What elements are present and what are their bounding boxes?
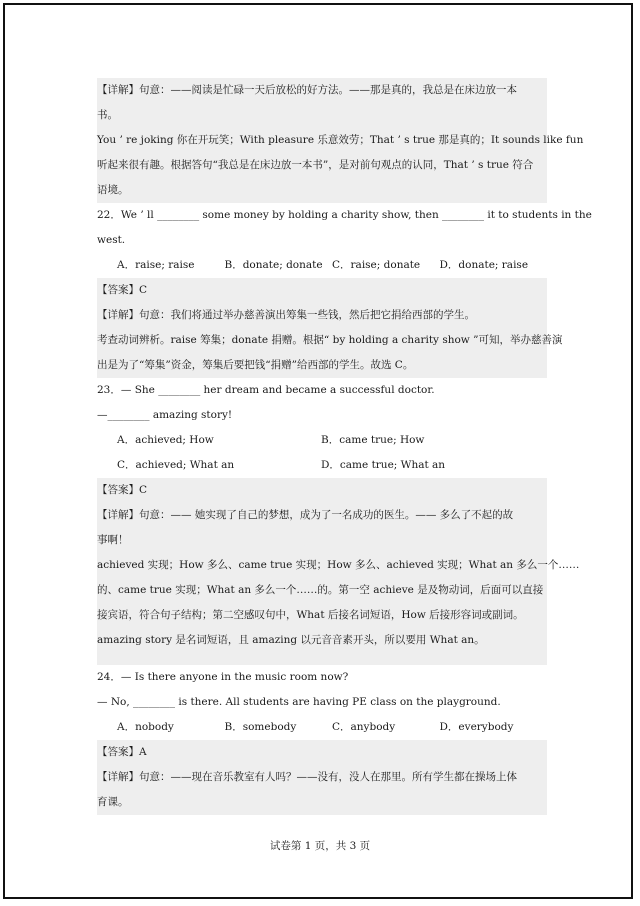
question-23 (97, 378, 580, 665)
text-line: 的、came true 实现；What an 多么一个……的。第一空 achieve 是及物动词，后面可以直接 (97, 584, 544, 596)
text-line: 出是为了“筹集”资金，筹集后要把钱“捐赠”给西部的学生。故选 C。 (97, 359, 414, 371)
text-line: 【详解】句意：我们将通过举办慈善演出筹集一些钱，然后把它捐给西部的学生。 (97, 309, 475, 321)
question-stem: 24．— Is there anyone in the music room now? (97, 671, 349, 683)
text-line: amazing story 是名词短语，且 amazing 以元音音素开头，所以要用 What an。 (97, 634, 485, 646)
option-d: D．came true; What an (321, 459, 446, 471)
q24-answer-block (97, 740, 547, 815)
question-stem: west. (97, 234, 126, 246)
question-stem: — No, ________ is there. All students are having PE class on the playground. (97, 696, 501, 708)
question-stem: 23．— She ________ her dream and became a successful doctor. (97, 384, 435, 396)
text-line: 接宾语，符合句子结构；第二空感叹句中，What 后接名词短语，How 后接形容词或副词。 (97, 609, 524, 621)
option-d: D．donate; raise (439, 259, 529, 271)
option-b: B．somebody (224, 721, 297, 733)
q22-answer-block (97, 278, 563, 378)
q23-answer-block (97, 478, 580, 665)
option-a: A．nobody (117, 721, 174, 733)
option-a: A．raise; raise (117, 259, 195, 271)
option-a: A．achieved; How (117, 434, 214, 446)
option-b: B．donate; donate (224, 259, 323, 271)
text-line: 【详解】句意：—— 她实现了自己的梦想，成为了一名成功的医生。—— 多么了不起的故 (97, 509, 514, 521)
text-line: achieved 实现；How 多么、came true 实现；How 多么、achieved 实现；What an 多么一个…… (97, 559, 580, 571)
answer: 【答案】A (97, 746, 147, 758)
document-body (97, 78, 592, 815)
option-c: C．anybody (332, 721, 396, 733)
options-row (97, 428, 547, 453)
answer: 【答案】C (97, 484, 148, 496)
option-d: D．everybody (439, 721, 514, 733)
text-line: 听起来很有趣。根据答句“我总是在床边放一本书”，是对前句观点的认同，That ’ s true 符合 (97, 159, 534, 171)
q21-explanation (97, 78, 584, 203)
option-c: C．raise; donate (332, 259, 421, 271)
text-line: 语境。 (97, 184, 129, 196)
question-22 (97, 203, 592, 378)
text-line: 【详解】句意：——阅读是忙碌一天后放松的好方法。——那是真的，我总是在床边放一本 (97, 84, 517, 96)
text-line: You ’ re joking 你在开玩笑；With pleasure 乐意效劳；That ’ s true 那是真的；It sounds like fun (97, 134, 584, 146)
answer: 【答案】C (97, 284, 148, 296)
question-24 (97, 665, 547, 815)
option-b: B．came true; How (321, 434, 425, 446)
text-line: 考查动词辨析。raise 筹集；donate 捐赠。根据“ by holding a charity show ”可知，举办慈善演 (97, 334, 563, 346)
text-line: 【详解】句意：——现在音乐教室有人吗？——没有，没人在那里。所有学生都在操场上体 (97, 771, 517, 783)
options-row (97, 253, 547, 278)
question-stem: 22．We ’ ll ________ some money by holding a charity show, then ________ it to students in the (97, 209, 592, 221)
text-line: 事啊！ (97, 534, 129, 546)
question-stem: —________ amazing story! (97, 409, 233, 421)
options-row (97, 715, 547, 740)
option-c: C．achieved; What an (117, 459, 235, 471)
text-line: 书。 (97, 109, 118, 121)
page-footer: 试卷第 1 页，共 3 页 (269, 840, 371, 852)
text-line: 育课。 (97, 796, 129, 808)
options-row (97, 453, 547, 478)
